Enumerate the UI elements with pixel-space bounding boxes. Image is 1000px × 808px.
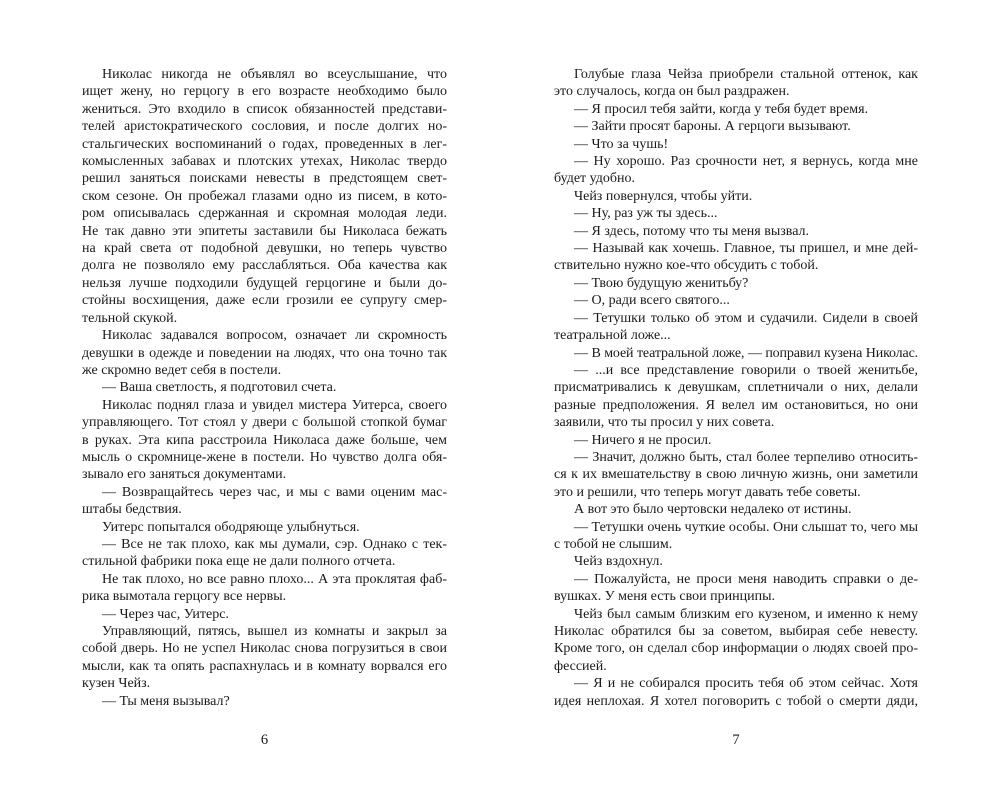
text-line: Чейз повернулся, чтобы уйти. [574,188,753,204]
text-line: — ...и все представление говорили о твоей женитьбе, [574,362,918,378]
text-line: — Ваша светлость, я подготовил счета. [102,380,337,396]
text-line: — Называй как хочешь. Главное, ты пришел, и мне дей- [574,241,918,257]
dialogue-paragraph [554,345,918,362]
text-line: ищет жену, но герцогу в его возрасте необходимо было [82,84,447,100]
text-line: в руках. Эта кипа расстроила Николаса даже больше, чем [82,432,447,448]
text-column [554,66,918,710]
page-number: 6 [260,732,269,748]
paragraph [82,519,447,536]
text-line: — Возвращайтесь через час, и мы с вами оценим мас- [102,484,447,500]
page-number: 7 [732,732,740,748]
paragraph [82,623,447,693]
text-line: Кроме того, он сделал сбор информации о людях своей про- [554,641,918,657]
text-line: решил заняться поисками невесты в предстоящем свет- [82,171,447,187]
text-line: — Ну хорошо. Раз срочности нет, я вернусь, когда мне [574,154,918,170]
text-line: управляющего. Тот стоял у двери с большой стопкой бумаг [82,415,447,431]
paragraph [554,501,918,518]
text-line: — Через час, Уитерс. [102,606,229,622]
paragraph [554,606,918,676]
text-line: Уитерс попытался ободряюще улыбнуться. [102,519,360,535]
text-line: зывало его заняться документами. [82,467,287,483]
text-line: же скромно ведет себя в постели. [82,362,282,378]
text-line: будет удобно. [554,171,636,187]
text-line: телей аристократического сословия, и после долгих но- [82,119,447,135]
dialogue-paragraph [554,432,918,449]
text-line: присматривались к девушкам, сплетничали о них, делали [554,380,918,396]
dialogue-paragraph [82,606,447,623]
dialogue-paragraph [82,379,447,396]
dialogue-paragraph [82,484,447,519]
text-line: Николас поднял глаза и увидел мистера Уитерса, своего [102,397,447,413]
dialogue-paragraph [554,362,918,432]
text-line: — Тетушки только об этом и судачили. Сидели в своей [574,310,918,326]
text-line: театральной ложе... [554,328,671,344]
text-line: — О, ради всего святого... [574,293,730,309]
dialogue-paragraph [554,449,918,501]
text-line: стойны восхищения, даже если грозили ее супругу смер- [82,293,447,309]
text-line: тельной скукой. [82,310,178,326]
text-line: — Ничего я не просил. [574,432,712,448]
text-line: девушки в одежде и поведении на людях, что она точно так [82,345,447,361]
paragraph [554,188,918,205]
dialogue-paragraph [554,153,918,188]
dialogue-paragraph [554,240,918,275]
text-line: Не так давно эти эпитеты заставили бы Николаса бежать [82,223,447,239]
text-line: — Я здесь, потому что ты меня вызвал. [574,223,810,239]
paragraph [82,571,447,606]
text-line: — Я и не собирался просить тебя об этом сейчас. Хотя [574,676,918,692]
text-line: Чейз был самым близким его кузеном, и именно к нему [574,606,918,622]
dialogue-paragraph [554,675,918,710]
text-line: — Значит, должно быть, стал более терпеливо относить- [574,449,918,465]
text-line: — Все не так плохо, как мы думали, сэр. Однако с тек- [102,536,447,552]
dialogue-paragraph [554,118,918,135]
paragraph [82,327,447,379]
dialogue-paragraph [554,292,918,309]
dialogue-paragraph [82,536,447,571]
text-line: жениться. Это входило в список обязанностей представи- [82,101,447,117]
text-line: мысль о скромнице-жене в постели. Но чувство долга обя- [82,449,447,465]
paragraph [82,397,447,484]
text-line: это случалось, когда он был раздражен. [554,84,790,100]
text-line: — Зайти просят бароны. А герцоги вызывают. [574,119,851,135]
text-line: на край света от подобной девушки, но теперь чувство [82,241,447,257]
text-line: собой дверь. Но не успел Николас снова погрузиться в свои [82,641,447,657]
text-line: это и решили, что теперь могут давать тебе советы. [554,484,861,500]
text-line: комысленных забавах и плотских утехах, Николас твердо [82,154,447,170]
dialogue-paragraph [554,519,918,554]
text-line: Николас никогда не объявлял во всеуслышание, что [102,67,447,82]
dialogue-paragraph [554,136,918,153]
text-line: Николас задавался вопросом, означает ли скромность [102,328,447,344]
text-line: Не так плохо, но все равно плохо... А эта проклятая фаб- [102,571,447,587]
text-line: разные предположения. Я велел им остановиться, но они [554,397,918,413]
text-line: — Что за чушь! [574,136,669,152]
text-line: мысли, как та опять распахнулась и в комнату ворвался его [82,658,447,674]
dialogue-paragraph [554,223,918,240]
text-line: Чейз вздохнул. [574,554,663,570]
paragraph [554,553,918,570]
text-line: Управляющий, пятясь, вышел из комнаты и закрыл за [102,624,447,639]
paragraph [554,66,918,101]
text-line: — Пожалуйста, не проси меня наводить справки о де- [574,571,918,587]
text-line: с тобой не слышим. [554,536,673,552]
text-line: ском сезоне. Он пробежал глазами одно из писем, в кото- [82,188,447,204]
text-line: — Твою будущую женитьбу? [574,275,749,291]
text-line: штабы бедствия. [82,502,182,518]
text-line: — В моей театральной ложе, — поправил кузена Николас. [574,345,918,361]
text-line: — Ну, раз уж ты здесь... [574,206,718,222]
dialogue-paragraph [554,275,918,292]
text-column [82,66,447,710]
text-line: ствительно нужно кое-что обсудить с тобой. [554,258,819,274]
text-line: стильной фабрики пока еще не дали полного отчета. [82,554,396,570]
text-line: ром описывалась сдержанная и скромная молодая леди. [82,206,447,222]
text-line: — Ты меня вызывал? [102,693,230,709]
text-line: вушках. У меня есть свои принципы. [554,589,775,605]
text-line: Голубые глаза Чейза приобрели стальной оттенок, как [574,67,918,82]
text-line: — Тетушки очень чуткие особы. Они слышат то, чего мы [574,519,918,535]
text-line: рика вымотала герцогу все нервы. [82,589,287,605]
text-line: кузен Чейз. [82,676,151,692]
text-line: стальгических воспоминаний о годах, проведенных в лег- [82,136,447,152]
dialogue-paragraph [82,693,447,710]
text-line: фессией. [554,658,607,674]
dialogue-paragraph [554,310,918,345]
right-page [500,0,1000,808]
text-line: заявили, что ты просил у них совета. [554,415,775,431]
text-line: долга не позволяло ему расслабляться. Оба качества как [82,258,447,274]
text-line: нельзя лучше подходили будущей герцогине и были до- [82,275,447,291]
dialogue-paragraph [554,571,918,606]
text-line: — Я просил тебя зайти, когда у тебя будет время. [574,101,869,117]
text-line: идея неплохая. Я хотел поговорить с тобой о смерти дяди, [554,693,918,709]
text-line: Николас обратился бы за советом, выбирая себе невесту. [554,624,918,639]
dialogue-paragraph [554,101,918,118]
paragraph [82,66,447,327]
text-line: А вот это было чертовски недалеко от истины. [574,502,852,518]
dialogue-paragraph [554,205,918,222]
text-line: ся к их вмешательству в свою личную жизнь, они заметили [554,467,918,483]
